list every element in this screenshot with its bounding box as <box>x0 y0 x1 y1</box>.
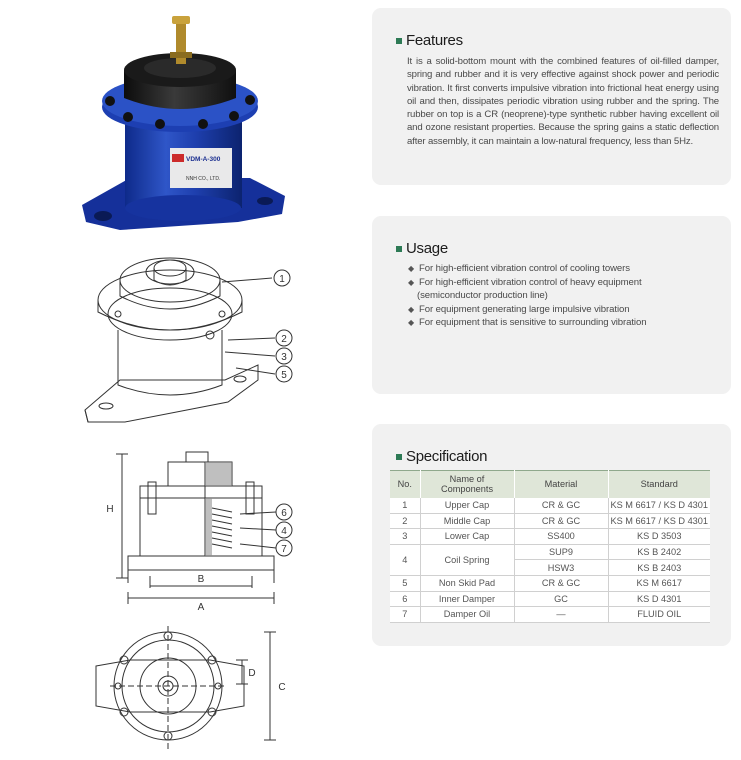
table-row: 2 Middle Cap CR & GC KS M 6617 / KS D 4301 <box>390 513 710 529</box>
table-row: 7 Damper Oil — FLUID OIL <box>390 607 710 623</box>
table-header-row <box>390 471 710 498</box>
dim-A: A <box>197 602 205 613</box>
header-name: Name of Components <box>420 471 514 498</box>
header-standard: Standard <box>608 471 710 498</box>
table-row: 5 Non Skid Pad CR & GC KS M 6617 <box>390 575 710 591</box>
square-bullet-icon <box>396 454 402 460</box>
table-row: 6 Inner Damper GC KS D 4301 <box>390 591 710 607</box>
section-drawing <box>0 448 360 618</box>
table-row: HSW3 KS B 2403 <box>390 560 710 576</box>
header-no: No. <box>390 471 420 498</box>
square-bullet-icon <box>396 38 402 44</box>
usage-panel <box>372 216 731 394</box>
diamond-bullet-icon: ◆ <box>408 264 415 273</box>
spec-title <box>396 448 487 465</box>
callout-3: 3 <box>281 352 287 363</box>
usage-title <box>396 240 448 257</box>
table-row: 3 Lower Cap SS400 KS D 3503 <box>390 529 710 545</box>
callout-7: 7 <box>281 544 287 555</box>
photo-brand-label: NNH CO., LTD. <box>186 176 221 182</box>
callout-6: 6 <box>281 508 287 519</box>
callout-1: 1 <box>279 274 285 285</box>
spec-title-text: Specification <box>406 448 488 465</box>
specification-panel <box>372 424 731 646</box>
list-item: ◆ For high-efficient vibration control of heavy equipment (semiconductor production line) <box>408 276 718 303</box>
header-material: Material <box>514 471 608 498</box>
callout-5: 5 <box>281 370 287 381</box>
square-bullet-icon <box>396 246 402 252</box>
dim-C: C <box>278 682 286 693</box>
features-title <box>396 32 463 49</box>
product-illustrations <box>0 0 360 760</box>
dim-B: B <box>197 574 205 585</box>
table-row: 1 Upper Cap CR & GC KS M 6617 / KS D 4301 <box>390 498 710 514</box>
list-item: ◆ For high-efficient vibration control of cooling towers <box>408 263 630 274</box>
photo-model-label: VDM-A-300 <box>186 156 221 163</box>
spec-table <box>390 470 710 623</box>
diamond-bullet-icon: ◆ <box>408 277 415 287</box>
product-photo <box>0 0 360 240</box>
list-item: ◆ For equipment generating large impulsive vibration <box>408 303 630 315</box>
list-item-sub: (semiconductor production line) <box>417 290 548 302</box>
list-item: ◆ For equipment that is sensitive to surrounding vibration <box>408 317 647 329</box>
callout-2: 2 <box>281 334 287 345</box>
diamond-bullet-icon: ◆ <box>408 318 415 328</box>
table-row: 4 Coil Spring SUP9 KS B 2402 <box>390 544 710 560</box>
usage-title-text: Usage <box>406 240 448 257</box>
features-title-text: Features <box>406 32 463 49</box>
dim-D: D <box>248 668 256 679</box>
diamond-bullet-icon: ◆ <box>408 304 415 314</box>
features-panel <box>372 8 731 185</box>
callout-4: 4 <box>281 526 287 537</box>
plan-drawing <box>0 626 360 756</box>
isometric-drawing <box>0 240 360 430</box>
dim-H: H <box>106 504 114 515</box>
usage-list <box>408 262 718 330</box>
features-body: It is a solid-bottom mount with the combined features of oil-filled damper, spring and rubber and it is very effective against shock power and periodic vibration. It first converts impulsive vibration into frictional heat energy using oil and then, dissipates periodic vibration using rubber and the spring. The rubber on top is a CR (neoprene)-type synthetic rubber having excellent oil and ozone resistant properties. Because the spring gains a static deflection after assembly, it can maintain a low-natural frequency, less than 5Hz. <box>407 56 719 147</box>
